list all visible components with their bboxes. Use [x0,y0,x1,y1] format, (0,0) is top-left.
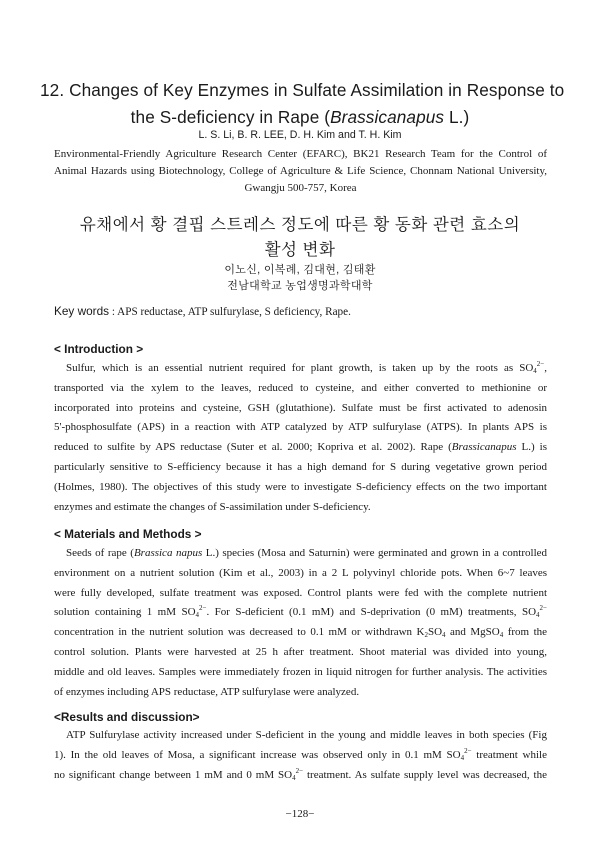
affiliation [54,146,547,197]
author-list: L. S. Li, B. R. LEE, D. H. Kim and T. H. Kim [198,129,402,141]
text-line: Sulfur, which is an essential nutrient required for plant growth, is taken up by the roots as $SO_4^{2-}$, [66,360,547,375]
text-line: enzymes and estimate the changes of S-assimilation under S-deficiency. [54,500,371,513]
keywords-label: Key words [54,304,110,318]
text-line: Seeds of rape (Brassica napus L.) species (Mosa and Saturnin) were germinated and grown in a controlled [66,547,548,559]
introduction-heading: < Introduction > [54,342,144,356]
korean-title-line-1: 유채에서 황 결핍 스트레스 정도에 따른 황 동화 관련 효소의 [79,216,521,234]
text-line: transported via the xylem to the leaves, reduced to cysteine, and either converted to methionine or [54,381,547,394]
text-line: of enzymes including APS reductase, ATP sulfurylase were analyzed. [54,685,360,698]
text-line: concentration in the nutrient solution was decreased to 0.1 mM or withdrawn $K_2SO_4$ and MgSO$_4$ from the [54,626,548,640]
text-line: control solution. Plants were harvested at 25 h after treatment. Shoot material was divided into young, [54,645,547,658]
text-line: reduced to sulfite by APS reductase (Suter et al. 2000; Kopriva et al. 2002). Rape (Brassicanapus L.) is [54,441,547,454]
paper-title [40,77,565,131]
text-line: environment on a nutrient solution (Kim et al., 2003) in a 2 L polyvinyl chloride pots. When 6~7 leaves [54,566,547,579]
title-line-2: the S-deficiency in Rape (Brassicanapus L.) [130,107,470,127]
results-heading: <Results and discussion> [54,710,200,724]
text-line: (Holmes, 1980). The objectives of this study were to investigate S-deficiency effects on the two important [54,480,547,493]
results-paragraph [54,726,547,785]
text-line: no significant change between 1 mM and 0 mM $SO_4^{2-}$ treatment. As sulfate supply level was decreased, the [54,766,547,782]
page-number: −128− [285,808,315,820]
korean-title-line-2: 활성 변화 [264,241,336,259]
text-line: incorporated into proteins and cysteine, GSH (glutathione). Sulfate must be first activated to adenosin [54,401,547,414]
text-line: 1). In the old leaves of Mosa, a significant increase was observed only in 0.1 mM $SO_4^{2-}$ treatment while [54,746,547,762]
text-line: middle and old leaves. Samples were immediately frozen in liquid nitrogen for further analysis. The activities [54,665,547,678]
text-line: were fully developed, sulfate treatment was exposed. Control plants were fed with the complete nutrient [54,586,547,599]
text-line: 5'-phosphosulfate (APS) in a reaction with ATP catalyzed by ATP sulfurylase (ATPS). In plants APS is [54,421,547,434]
introduction-paragraph [54,359,547,517]
keywords: Key words : APS reductase, ATP sulfurylase, S deficiency, Rape. [54,304,351,318]
korean-authors-block [40,262,560,294]
korean-title [40,213,560,263]
methods-heading: < Materials and Methods > [54,527,202,541]
text-line: solution containing 1 mM $SO_4^{2-}$. For S-deficient (0.1 mM) and S-deprivation (0 mM) treatments, $SO_4^{2-}$ [54,604,547,620]
affiliation-line-1: Environmental-Friendly Agriculture Research Center (EFARC), BK21 Research Team for the Control of [54,148,547,160]
korean-authors: 이노신, 이복례, 김대현, 김태환 [224,264,376,276]
methods-paragraph [54,544,547,702]
text-line: ATP Sulfurylase activity increased under S-deficient in the young and middle leaves in both species (Fig [66,729,547,741]
affiliation-line-3: Gwangju 500-757, Korea [244,182,357,194]
text-line: particularly sensitive to S-efficiency because it has a high demand for S during vegetative grown period [54,460,547,473]
affiliation-line-2: Animal Hazards using Biotechnology, College of Agriculture & Life Science, Chonnam National University, [54,165,547,177]
keywords-text: APS reductase, ATP sulfurylase, S deficiency, Rape. [117,306,351,318]
title-line-1: 12. Changes of Key Enzymes in Sulfate Assimilation in Response to [40,80,565,100]
species-name: Brassicanapus [330,107,445,127]
korean-affiliation: 전남대학교 농업생명과학대학 [227,280,373,292]
